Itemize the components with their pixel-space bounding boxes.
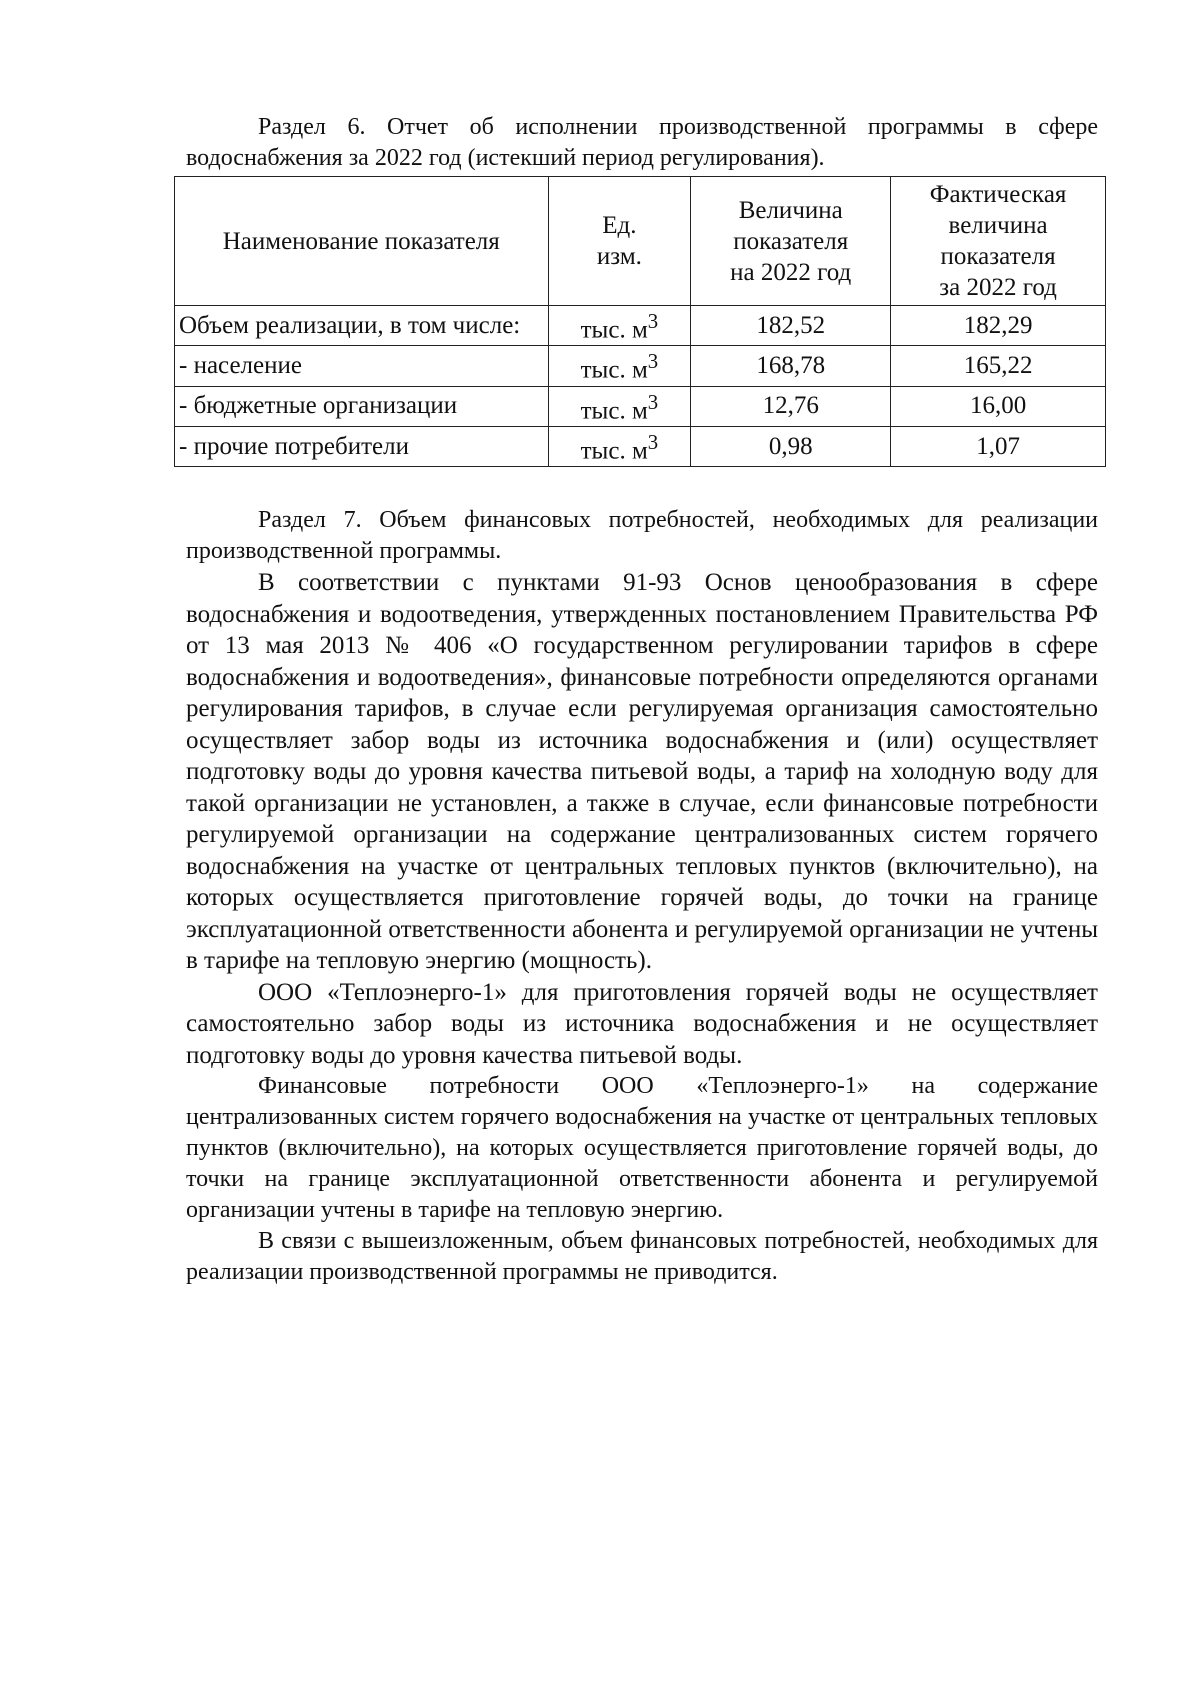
table-row [175,386,1106,426]
header-plan-value [691,177,891,306]
row-fact-value: 16,00 [891,386,1106,426]
section6-heading: Раздел 6. Отчет об исполнении производственной программы в сфере водоснабжения за 2022 год (истекший период регулирования). [186,114,1098,171]
header-fact-line2: величина [948,212,1048,239]
row-unit-text: тыс. м [580,396,648,424]
row-fact-value: 182,29 [891,306,1106,346]
row-unit [548,426,691,466]
table-header-row [175,177,1106,306]
header-fact-line1: Фактическая [929,181,1067,208]
header-unit-line2: изм. [596,243,642,270]
header-indicator-name-text: Наименование показателя [222,227,500,255]
section7-paragraph-3: Финансовые потребности ООО «Теплоэнерго-1» на содержание централизованных систем горячего водоснабжения на участке от центральных тепловых пунктов (включительно), на которых осуществляется приготовление горячей воды, до точки на границе эксплуатационной ответственности абонента и регулируемой организации учтены в тарифе на тепловую энергию. [186,1073,1098,1224]
row-unit-sup: 3 [647,389,659,414]
row-unit [548,346,691,386]
row-unit [548,306,691,346]
row-plan-value: 168,78 [691,346,891,386]
header-fact-line4: за 2022 год [939,274,1057,301]
table-row [175,426,1106,466]
section7-paragraph-1: В соответствии с пунктами 91-93 Основ ценообразования в сфере водоснабжения и водоотведения, утвержденных постановлением Правительства РФ от 13 мая 2013 № 406 «О государственном регулировании тарифов в сфере водоснабжения и водоотведения», финансовые потребности определяются органами регулирования тарифов, в случае если регулируемая организация самостоятельно осуществляет забор воды из источника водоснабжения и (или) осуществляет подготовку воды до уровня качества питьевой воды, а тариф на холодную воду для такой организации не установлен, а также в случае, если финансовые потребности регулируемой организации на содержание централизованных систем горячего водоснабжения на участке от центральных тепловых пунктов (включительно), на которых осуществляется приготовление горячей воды, до точки на границе эксплуатационной ответственности абонента и регулируемой организации не учтены в тарифе на тепловую энергию (мощность). [186,569,1098,975]
section7-paragraph-2: ООО «Теплоэнерго-1» для приготовления горячей воды не осуществляет самостоятельно забор воды из источника водоснабжения и не осуществляет подготовку воды до уровня качества питьевой воды. [186,978,1098,1069]
header-plan-line3: на 2022 год [730,258,852,286]
section7-paragraph-4: В связи с вышеизложенным, объем финансовых потребностей, необходимых для реализации производственной программы не приводится. [186,1228,1098,1286]
row-unit-sup: 3 [647,429,659,454]
header-plan-line1: Величина [738,196,843,224]
row-unit-text: тыс. м [580,316,648,344]
row-name: Объем реализации, в том числе: [175,306,549,346]
header-plan-line2: показателя [733,227,849,255]
row-unit-text: тыс. м [580,356,648,384]
production-program-table [174,176,1106,467]
header-fact-line3: показателя [940,243,1056,270]
row-name: - население [175,346,549,386]
header-indicator-name [175,177,549,306]
row-unit [548,386,691,426]
row-name: - прочие потребители [175,426,549,466]
table-row [175,346,1106,386]
row-unit-sup: 3 [647,349,659,374]
document-page [179,112,1098,1288]
header-unit-line1: Ед. [602,212,637,239]
row-name: - бюджетные организации [175,386,549,426]
row-unit-sup: 3 [647,309,659,333]
row-fact-value: 1,07 [891,426,1106,466]
row-plan-value: 182,52 [691,306,891,346]
section7-heading: Раздел 7. Объем финансовых потребностей, необходимых для реализации производственной программы. [186,507,1098,565]
row-unit-text: тыс. м [580,437,648,465]
row-plan-value: 0,98 [691,426,891,466]
table-row [175,306,1106,346]
header-unit [548,177,691,306]
row-fact-value: 165,22 [891,346,1106,386]
row-plan-value: 12,76 [691,386,891,426]
header-fact-value [891,177,1106,306]
